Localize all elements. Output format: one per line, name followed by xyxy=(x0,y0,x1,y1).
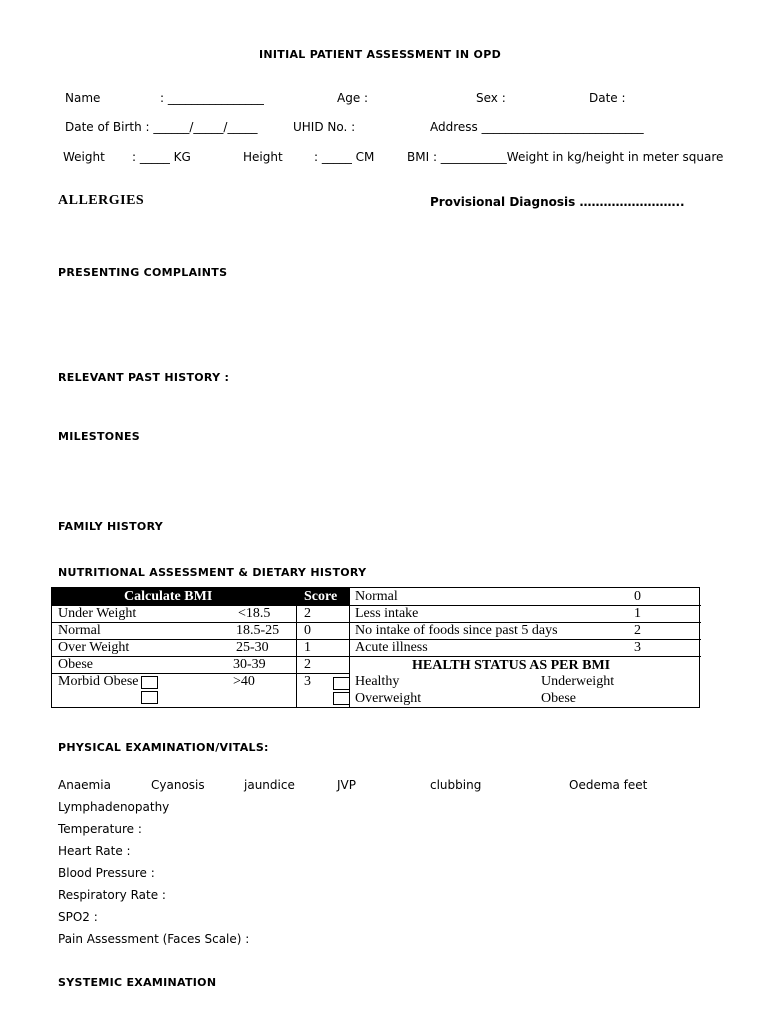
intake-row-score: 0 xyxy=(634,589,641,604)
bmi-row-range: <18.5 xyxy=(238,606,271,621)
score-header: Score xyxy=(304,589,338,604)
lymphadenopathy-label: Lymphadenopathy xyxy=(58,800,170,814)
health-status-option: Underweight xyxy=(541,674,615,689)
temperature-label: Temperature : xyxy=(58,822,142,836)
row-divider xyxy=(349,656,701,657)
intake-row-score: 2 xyxy=(634,623,641,638)
bmi-row-range: 25-30 xyxy=(236,640,269,655)
height-field[interactable]: : _____ CM xyxy=(314,150,375,164)
milestones-heading: MILESTONES xyxy=(58,430,140,443)
address-field[interactable]: Address ___________________________ xyxy=(430,120,644,134)
bmi-row-label: Obese xyxy=(58,657,93,672)
intake-row-label: No intake of foods since past 5 days xyxy=(355,623,558,638)
bmi-row-range: 18.5-25 xyxy=(236,623,280,638)
sign-cyanosis: Cyanosis xyxy=(151,778,205,792)
sign-jvp: JVP xyxy=(337,778,356,792)
date-field[interactable]: Date : xyxy=(589,91,626,105)
presenting-complaints-heading: PRESENTING COMPLAINTS xyxy=(58,266,228,279)
pain-assessment-label: Pain Assessment (Faces Scale) : xyxy=(58,932,250,946)
bmi-row-range: >40 xyxy=(233,674,255,689)
bmi-row-score: 1 xyxy=(304,640,311,655)
sign-anaemia: Anaemia xyxy=(58,778,111,792)
bmi-row-score: 0 xyxy=(304,623,311,638)
health-status-option: Overweight xyxy=(355,691,422,706)
past-history-heading: RELEVANT PAST HISTORY : xyxy=(58,371,230,384)
page-title: INITIAL PATIENT ASSESSMENT IN OPD xyxy=(259,48,502,61)
name-label: Name xyxy=(65,91,101,105)
health-status-option: Healthy xyxy=(355,674,400,689)
healthy-checkbox[interactable] xyxy=(333,677,350,690)
bmi-table xyxy=(51,587,700,708)
bmi-row-label: Over Weight xyxy=(58,640,130,655)
bmi-row-label: Normal xyxy=(58,623,101,638)
health-status-title: HEALTH STATUS AS PER BMI xyxy=(412,658,611,673)
sex-field[interactable]: Sex : xyxy=(476,91,506,105)
allergies-heading: ALLERGIES xyxy=(58,193,145,208)
provisional-diagnosis-heading: Provisional Diagnosis …………………….. xyxy=(430,195,685,209)
intake-row-label: Normal xyxy=(355,589,398,604)
nutritional-assessment-heading: NUTRITIONAL ASSESSMENT & DIETARY HISTORY xyxy=(58,566,367,579)
health-status-option: Obese xyxy=(541,691,576,706)
systemic-exam-heading: SYSTEMIC EXAMINATION xyxy=(58,976,217,989)
morbid-obese-checkbox[interactable] xyxy=(141,676,158,689)
physical-exam-heading: PHYSICAL EXAMINATION/VITALS: xyxy=(58,741,269,754)
calculate-bmi-header: Calculate BMI xyxy=(124,589,213,604)
bmi-row-label: Morbid Obese xyxy=(58,674,139,689)
dob-field[interactable]: Date of Birth : ______/_____/_____ xyxy=(65,120,258,134)
bmi-row-label: Under Weight xyxy=(58,606,137,621)
bmi-field[interactable]: BMI : ___________Weight in kg/height in meter square xyxy=(407,150,724,164)
name-field[interactable]: : ________________ xyxy=(160,91,264,105)
sign-clubbing: clubbing xyxy=(430,778,482,792)
height-label: Height xyxy=(243,150,283,164)
uhid-field[interactable]: UHID No. : xyxy=(293,120,356,134)
respiratory-rate-label: Respiratory Rate : xyxy=(58,888,166,902)
intake-row-label: Less intake xyxy=(355,606,419,621)
age-field[interactable]: Age : xyxy=(337,91,369,105)
intake-row-label: Acute illness xyxy=(355,640,428,655)
extra-checkbox[interactable] xyxy=(141,691,158,704)
sign-jaundice: jaundice xyxy=(244,778,295,792)
bmi-row-range: 30-39 xyxy=(233,657,266,672)
intake-row-score: 3 xyxy=(634,640,641,655)
overweight-checkbox[interactable] xyxy=(333,692,350,705)
blood-pressure-label: Blood Pressure : xyxy=(58,866,155,880)
weight-label: Weight xyxy=(63,150,105,164)
bmi-row-score: 2 xyxy=(304,606,311,621)
sign-oedema-feet: Oedema feet xyxy=(569,778,648,792)
intake-row-score: 1 xyxy=(634,606,641,621)
bmi-row-score: 2 xyxy=(304,657,311,672)
heart-rate-label: Heart Rate : xyxy=(58,844,131,858)
family-history-heading: FAMILY HISTORY xyxy=(58,520,164,533)
spo2-label: SPO2 : xyxy=(58,910,98,924)
weight-field[interactable]: : _____ KG xyxy=(132,150,191,164)
bmi-row-score: 3 xyxy=(304,674,311,689)
